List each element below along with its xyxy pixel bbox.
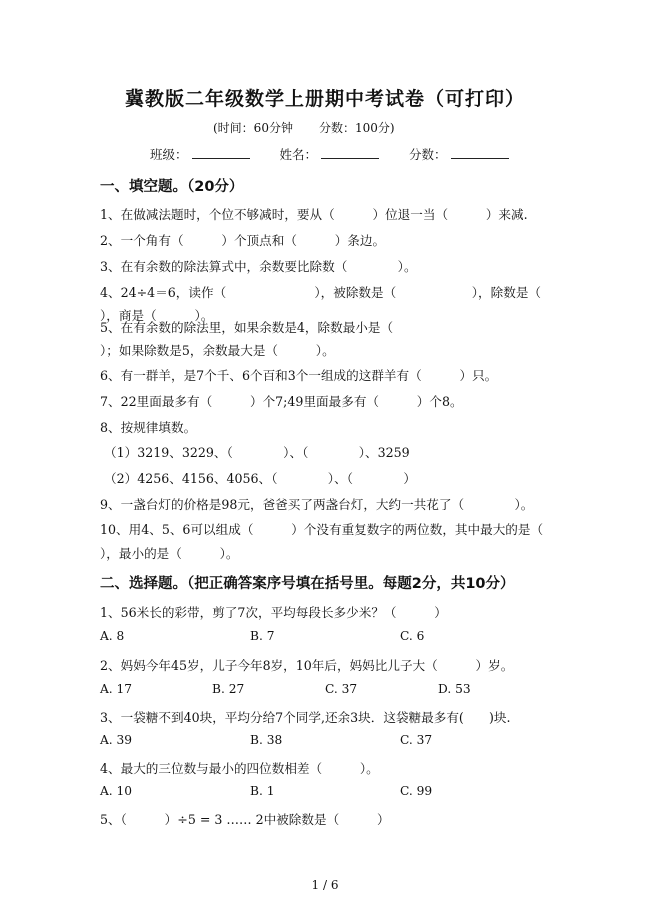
question-3: 3、一袋糖不到40块，平均分给7个同学,还余3块．这袋糖最多有( )块.: [100, 710, 511, 725]
option-b[interactable]: B. 7: [250, 629, 275, 643]
score-blank[interactable]: [451, 146, 509, 159]
question-4: 4、最大的三位数与最小的四位数相差（ ）。: [100, 761, 379, 776]
question-line: 2、一个角有（ ）个顶点和（ ）条边。: [100, 233, 386, 248]
option-b[interactable]: B. 27: [212, 682, 245, 696]
question-line: ），最小的是（ ）。: [100, 546, 239, 561]
question-2: 2、妈妈今年45岁，儿子今年8岁，10年后，妈妈比儿子大（ ）岁。: [100, 658, 514, 673]
name-blank[interactable]: [321, 146, 379, 159]
page-number: 1 / 6: [311, 878, 339, 892]
option-d[interactable]: D. 53: [438, 682, 471, 696]
section-2-heading: 二、选择题。（把正确答案序号填在括号里。每题2分，共10分）: [100, 576, 515, 592]
section-1-heading: 一、填空题。（20分）: [100, 179, 244, 195]
question-line: 1、在做减法题时，个位不够减时，要从（ ）位退一当（ ）来减.: [100, 207, 528, 222]
question-line: （1）3219、3229、（ ）、（ ）、3259: [104, 445, 410, 460]
question-line: ）；如果除数是5，余数最大是（ ）。: [100, 343, 335, 358]
score-info: 分数：100分): [318, 121, 395, 135]
exam-info: [213, 119, 395, 136]
question-line: 7、22里面最多有（ ）个7;49里面最多有（ ）个8。: [100, 394, 463, 409]
question-5: 5、（ ）÷5 = 3 …… 2中被除数是（ ）: [100, 812, 390, 827]
option-b[interactable]: B. 38: [250, 733, 283, 747]
score-label: 分数：: [409, 147, 447, 162]
option-c[interactable]: C. 37: [325, 682, 358, 696]
question-line: 6、有一群羊，是7个千、6个百和3个一组成的这群羊有（ ）只。: [100, 368, 498, 383]
question-line: 8、按规律填数。: [100, 420, 197, 435]
option-b[interactable]: B. 1: [250, 784, 275, 798]
class-blank[interactable]: [192, 146, 250, 159]
option-a[interactable]: A. 17: [100, 682, 133, 696]
page-title: 冀教版二年级数学上册期中考试卷（可打印）: [124, 88, 525, 110]
question-line: 3、在有余数的除法算式中，余数要比除数（ ）。: [100, 259, 417, 274]
time-info: (时间：60分钟: [213, 121, 293, 135]
question-line: 9、一盏台灯的价格是98元，爸爸买了两盏台灯，大约一共花了（ ）。: [100, 497, 534, 512]
question-line: 5、在有余数的除法里，如果余数是4，除数最小是（: [100, 320, 394, 335]
option-a[interactable]: A. 10: [100, 784, 133, 798]
option-a[interactable]: A. 39: [100, 733, 133, 747]
option-c[interactable]: C. 37: [400, 733, 433, 747]
student-info-fields: [150, 145, 535, 163]
question-line: ），商是（ ）。: [100, 308, 214, 323]
name-label: 姓名：: [279, 147, 318, 162]
option-a[interactable]: A. 8: [100, 629, 125, 643]
score-field[interactable]: [409, 145, 509, 163]
option-c[interactable]: C. 99: [400, 784, 433, 798]
question-line: 4、24÷4＝6，读作（ ），被除数是（ ），除数是（: [100, 285, 542, 300]
name-field[interactable]: [280, 145, 380, 163]
class-label: 班级：: [150, 147, 188, 162]
question-line: （2）4256、4156、4056、（ ）、（ ）: [104, 471, 416, 486]
question-line: 10、用4、5、6可以组成（ ）个没有重复数字的两位数，其中最大的是（: [100, 522, 544, 537]
class-field[interactable]: [150, 145, 250, 163]
question-1: 1、56米长的彩带，剪了7次，平均每段长多少米？（ ）: [100, 605, 447, 620]
option-c[interactable]: C. 6: [400, 629, 425, 643]
